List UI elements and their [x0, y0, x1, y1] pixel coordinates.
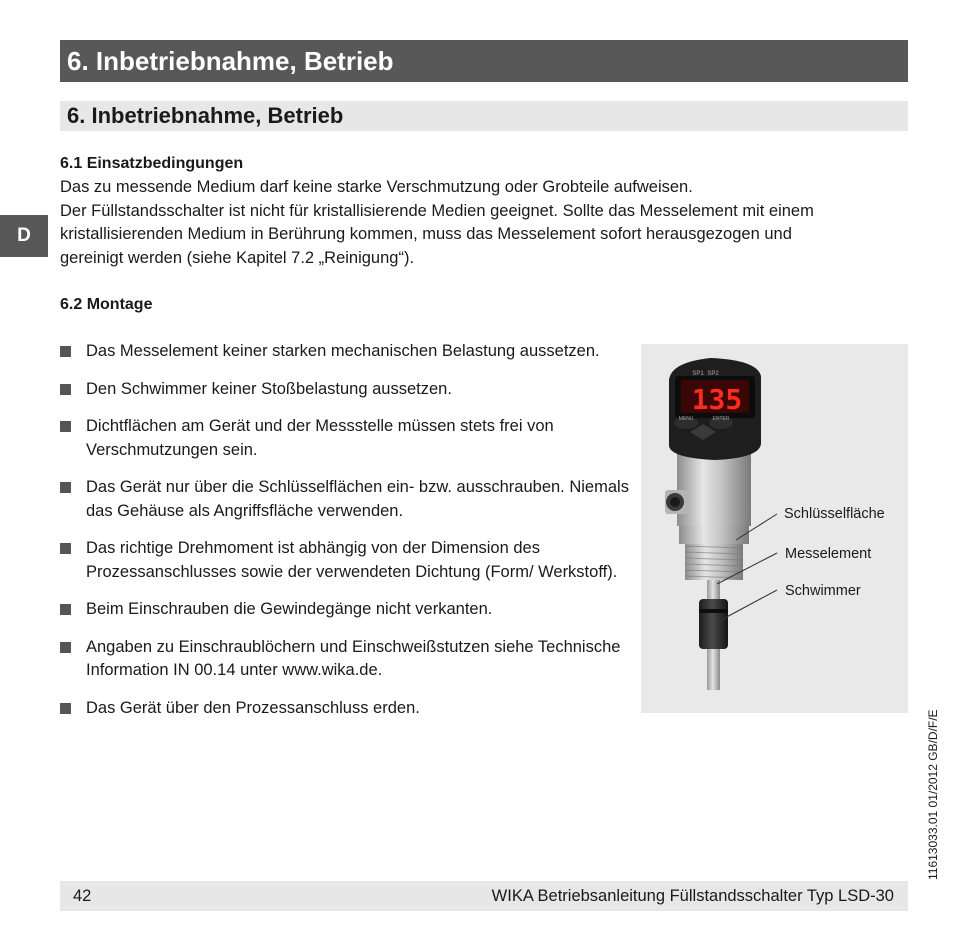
device-housing	[677, 452, 751, 526]
heading-6-2: 6.2 Montage	[60, 296, 153, 313]
list-item: Das richtige Drehmoment ist abhängig von der Dimension des Prozessanschlusses sowie der verwendeten Dichtung (Form/ Werkstoff).	[60, 537, 630, 584]
button-label: ENTER	[712, 416, 730, 422]
label-schluesselflaeche: Schlüsselfläche	[784, 506, 885, 522]
bullet-square-icon	[60, 703, 71, 714]
text-line: gereinigt werden (siehe Kapitel 7.2 „Reinigung“).	[60, 248, 415, 267]
list-item: Beim Einschrauben die Gewindegänge nicht verkanten.	[60, 598, 630, 622]
bullet-square-icon	[60, 482, 71, 493]
leader-line	[721, 590, 777, 620]
label-schwimmer: Schwimmer	[785, 583, 861, 599]
list-item: Dichtflächen am Gerät und der Messstelle müssen stets frei von Verschmutzungen sein.	[60, 415, 630, 462]
bullet-square-icon	[60, 384, 71, 395]
bullet-square-icon	[60, 346, 71, 357]
section-title-bar: 6. Inbetriebnahme, Betrieb	[60, 101, 908, 131]
page-number: 42	[73, 887, 92, 905]
list-item: Den Schwimmer keiner Stoßbelastung aussetzen.	[60, 378, 630, 402]
float	[699, 599, 728, 649]
text-line: Das zu messende Medium darf keine starke Verschmutzung oder Grobteile aufweisen.	[60, 178, 693, 196]
page-footer	[60, 881, 908, 911]
list-item: Angaben zu Einschraublöchern und Einschweißstutzen siehe Technische Information IN 00.14 unter www.wika.de.	[60, 636, 630, 683]
paragraph-6-1	[60, 176, 910, 270]
device-figure	[641, 344, 908, 713]
bullet-square-icon	[60, 642, 71, 653]
heading-6-1: 6.1 Einsatzbedingungen	[60, 155, 244, 172]
level-switch-illustration	[641, 344, 908, 713]
montage-list	[60, 340, 630, 734]
list-item: Das Gerät über den Prozessanschluss erden.	[60, 697, 630, 721]
language-tab: D	[0, 215, 48, 257]
led-label: SP1	[692, 371, 704, 377]
led-label: SP2	[707, 371, 719, 377]
button-label: MENU	[678, 416, 694, 422]
text-line: kristallisierenden Medium in Berührung kommen, muss das Messelement sofort herausgezogen und	[60, 225, 792, 243]
footer-title: WIKA Betriebsanleitung Füllstandsschalter Typ LSD-30	[491, 887, 894, 905]
bullet-square-icon	[60, 421, 71, 432]
display-readout: 135	[691, 383, 743, 416]
bullet-square-icon	[60, 604, 71, 615]
list-item: Das Messelement keiner starken mechanischen Belastung aussetzen.	[60, 340, 630, 364]
list-item: Das Gerät nur über die Schlüsselflächen ein- bzw. ausschrauben. Niemals das Gehäuse als Angriffsfläche verwenden.	[60, 476, 630, 523]
document-id: 11613033.01 01/2012 GB/D/F/E	[926, 709, 940, 880]
text-line: Der Füllstandsschalter ist nicht für kristallisierende Medien geeignet. Sollte das Messelement mit einem	[60, 201, 814, 220]
label-messelement: Messelement	[785, 546, 872, 562]
bullet-square-icon	[60, 543, 71, 554]
chapter-title-bar: 6. Inbetriebnahme, Betrieb	[60, 40, 908, 82]
